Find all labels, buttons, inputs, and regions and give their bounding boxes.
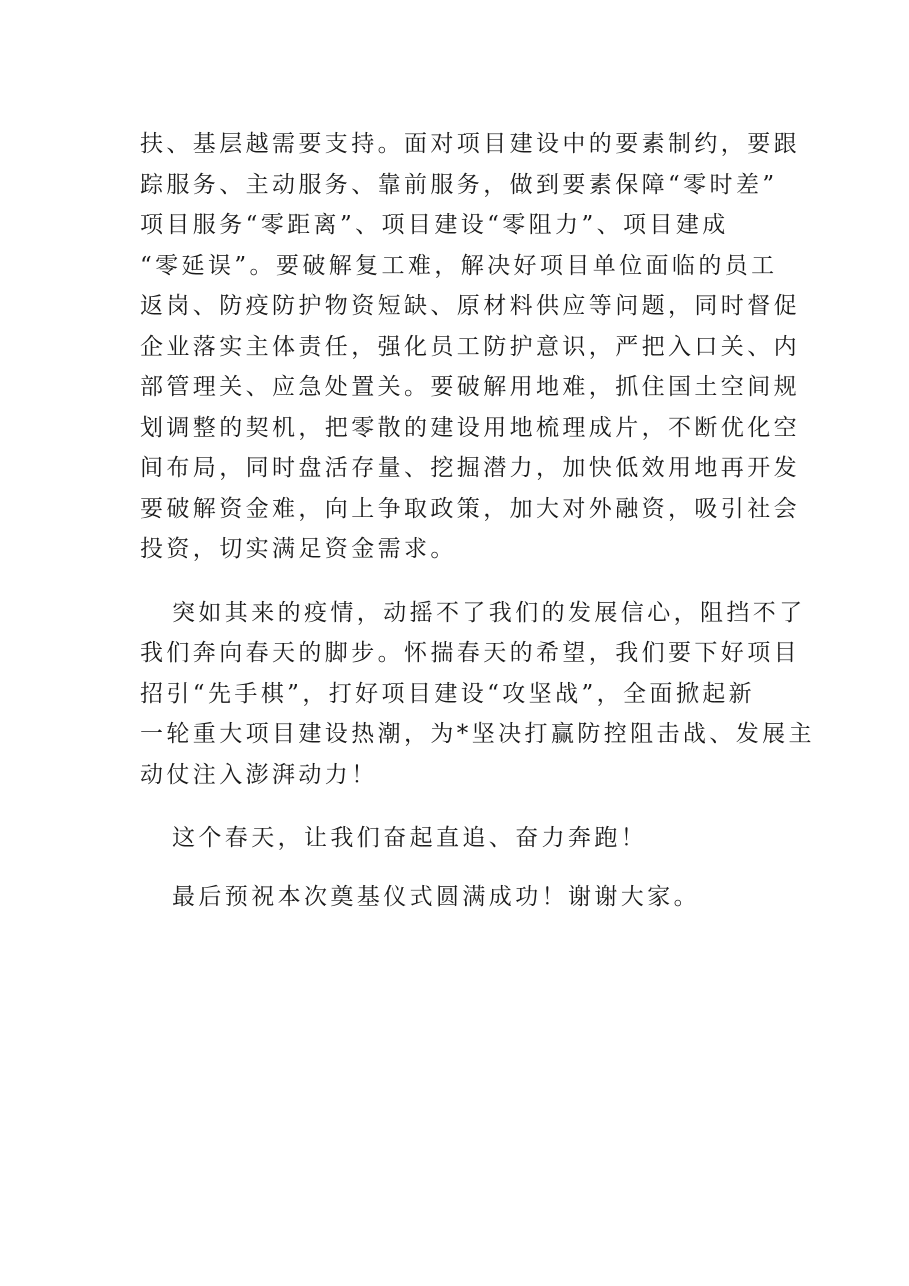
text-line-first: 突如其来的疫情，动摇不了我们的发展信心，阻挡不了 [172, 599, 806, 626]
text-line: 踪服务、主动服务、靠前服务，做到要素保障“零时差” [140, 171, 778, 198]
text-line: “零延误”。要破解复工难，解决好项目单位面临的员工 [140, 252, 778, 279]
text-line: 动仗注入澎湃动力！ [140, 761, 378, 788]
text-line: 间布局，同时盘活存量、挖掘潜力，加快低效用地再开发 [140, 455, 800, 481]
text-line: 要破解资金难，向上争取政策，加大对外融资，吸引社会 [140, 495, 800, 522]
paragraph-4 [140, 877, 780, 918]
paragraph-2 [140, 593, 815, 796]
paragraph-1 [140, 124, 800, 570]
text-line: 一轮重大项目建设热潮，为*坚决打赢防控阻击战、发展主 [140, 721, 815, 747]
document-body [140, 124, 815, 917]
text-line: 划调整的契机，把零散的建设用地梳理成片，不断优化空 [140, 414, 800, 441]
text-line: 我们奔向春天的脚步。怀揣春天的希望，我们要下好项目 [140, 640, 800, 666]
paragraph-3 [140, 818, 780, 859]
text-line: 返岗、防疫防护物资短缺、原材料供应等问题，同时督促 [140, 293, 800, 319]
text-line: 部管理关、应急处置关。要破解用地难，抓住国土空间规 [140, 374, 800, 400]
text-line-first: 最后预祝本次奠基仪式圆满成功！谢谢大家。 [172, 883, 700, 910]
text-line: 投资，切实满足资金需求。 [140, 536, 457, 562]
text-line: 招引“先手棋”，打好项目建设“攻坚战”，全面掀起新 [140, 680, 756, 707]
text-line: 企业落实主体责任，强化员工防护意识，严把入口关、内 [140, 333, 800, 360]
text-line-first: 这个春天，让我们奋起直追、奋力奔跑！ [172, 825, 648, 851]
text-line: 扶、基层越需要支持。面对项目建设中的要素制约，要跟 [140, 131, 800, 157]
text-line: 项目服务“零距离”、项目建设“零阻力”、项目建成 [140, 212, 729, 238]
